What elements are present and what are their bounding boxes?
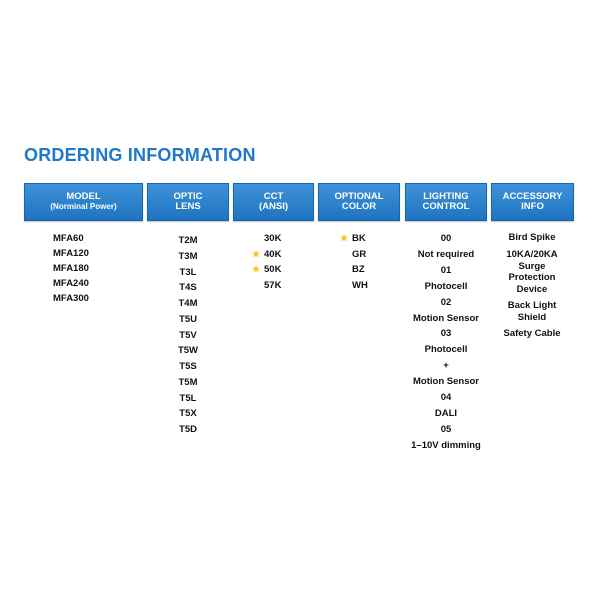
optic-lens-item: T2M — [178, 235, 198, 246]
control-item: 00 — [440, 233, 452, 244]
cct-item — [252, 231, 312, 247]
cct-value: 57K — [264, 279, 282, 291]
model-item: MFA180 — [53, 263, 89, 274]
color-item — [340, 262, 390, 278]
header-color-line1: OPTIONAL — [334, 190, 384, 202]
header-optic-line2: LENS — [175, 201, 201, 212]
header-accessory-line2: INFO — [521, 201, 544, 212]
header-control — [405, 183, 487, 221]
header-accessory-line1: ACCESSORY — [502, 190, 563, 202]
accessory-item: Device — [516, 283, 548, 295]
color-item — [340, 278, 390, 294]
accessory-item: 10KA/20KA — [506, 249, 558, 260]
header-cct — [233, 183, 314, 221]
header-control-line1: LIGHTING — [423, 190, 469, 202]
control-item: 02 — [440, 296, 452, 308]
accessory-item: Surge — [518, 260, 546, 272]
control-item: 04 — [440, 392, 452, 404]
optic-lens-item: T3M — [178, 250, 198, 262]
accessory-item: Back Light — [507, 300, 557, 311]
header-cct-line2: (ANSI) — [258, 201, 289, 212]
star-icon: ★ — [340, 233, 349, 243]
control-item: DALI — [434, 407, 458, 419]
cct-value: 50K — [264, 264, 282, 275]
control-item: Photocell — [424, 344, 468, 356]
optic-lens-item: T5X — [179, 408, 197, 420]
control-item: 05 — [440, 423, 452, 435]
model-item: MFA300 — [53, 293, 89, 304]
star-icon: ★ — [252, 248, 261, 259]
color-value: GR — [352, 248, 367, 260]
cct-value: 30K — [264, 233, 282, 244]
accessory-item: Shield — [517, 311, 547, 323]
header-model-line1: MODEL — [66, 190, 101, 202]
color-value: BK — [352, 233, 366, 244]
control-item: Not required — [417, 248, 475, 260]
cct-item — [252, 262, 312, 278]
header-optic-line1: OPTIC — [173, 190, 203, 202]
control-item: 03 — [440, 328, 452, 340]
model-item: MFA240 — [53, 278, 89, 289]
header-control-line2: CONTROL — [422, 201, 470, 212]
cct-item — [252, 278, 312, 294]
header-accessory — [491, 183, 574, 221]
header-cct-line1: CCT — [263, 190, 284, 202]
optic-lens-item: T5V — [179, 329, 197, 341]
accessory-item: Bird Spike — [508, 232, 556, 243]
cct-value: 40K — [264, 248, 282, 260]
optic-lens-list — [147, 233, 229, 438]
optic-lens-item: T5S — [179, 361, 197, 372]
header-color — [318, 183, 400, 221]
color-value: BZ — [352, 264, 365, 275]
optic-lens-item: T5U — [179, 313, 197, 325]
cct-item — [252, 247, 312, 263]
accessory-list — [488, 231, 576, 340]
control-item: Motion Sensor — [413, 376, 479, 388]
optic-lens-item: T5M — [178, 376, 198, 388]
accessory-item: Protection — [508, 272, 556, 283]
control-item: Motion Sensor — [413, 312, 479, 324]
control-item: + — [443, 360, 449, 372]
optic-lens-item: T5W — [177, 345, 199, 357]
lighting-control-list — [398, 231, 494, 454]
control-item: 1–10V dimming — [411, 439, 481, 451]
model-item: MFA60 — [53, 233, 84, 244]
control-item: Photocell — [424, 280, 468, 292]
cct-list — [252, 231, 312, 293]
model-item: MFA120 — [53, 248, 89, 259]
star-icon: ★ — [252, 264, 261, 274]
header-model — [24, 183, 143, 221]
optic-lens-item: T4M — [178, 298, 198, 309]
color-item — [340, 231, 390, 247]
model-list — [53, 231, 133, 306]
optic-lens-item: T4S — [179, 282, 197, 294]
page-title: ORDERING INFORMATION — [24, 145, 256, 165]
header-optic — [147, 183, 229, 221]
header-model-line2: (Norminal Power) — [50, 202, 117, 212]
color-list — [340, 231, 390, 293]
accessory-item: Safety Cable — [503, 328, 561, 339]
color-value: WH — [352, 279, 368, 291]
optic-lens-item: T5L — [179, 392, 197, 404]
optic-lens-item: T5D — [179, 424, 197, 435]
control-item: 01 — [440, 264, 452, 276]
optic-lens-item: T3L — [179, 266, 197, 278]
color-item — [340, 247, 390, 263]
header-color-line2: COLOR — [341, 201, 377, 212]
